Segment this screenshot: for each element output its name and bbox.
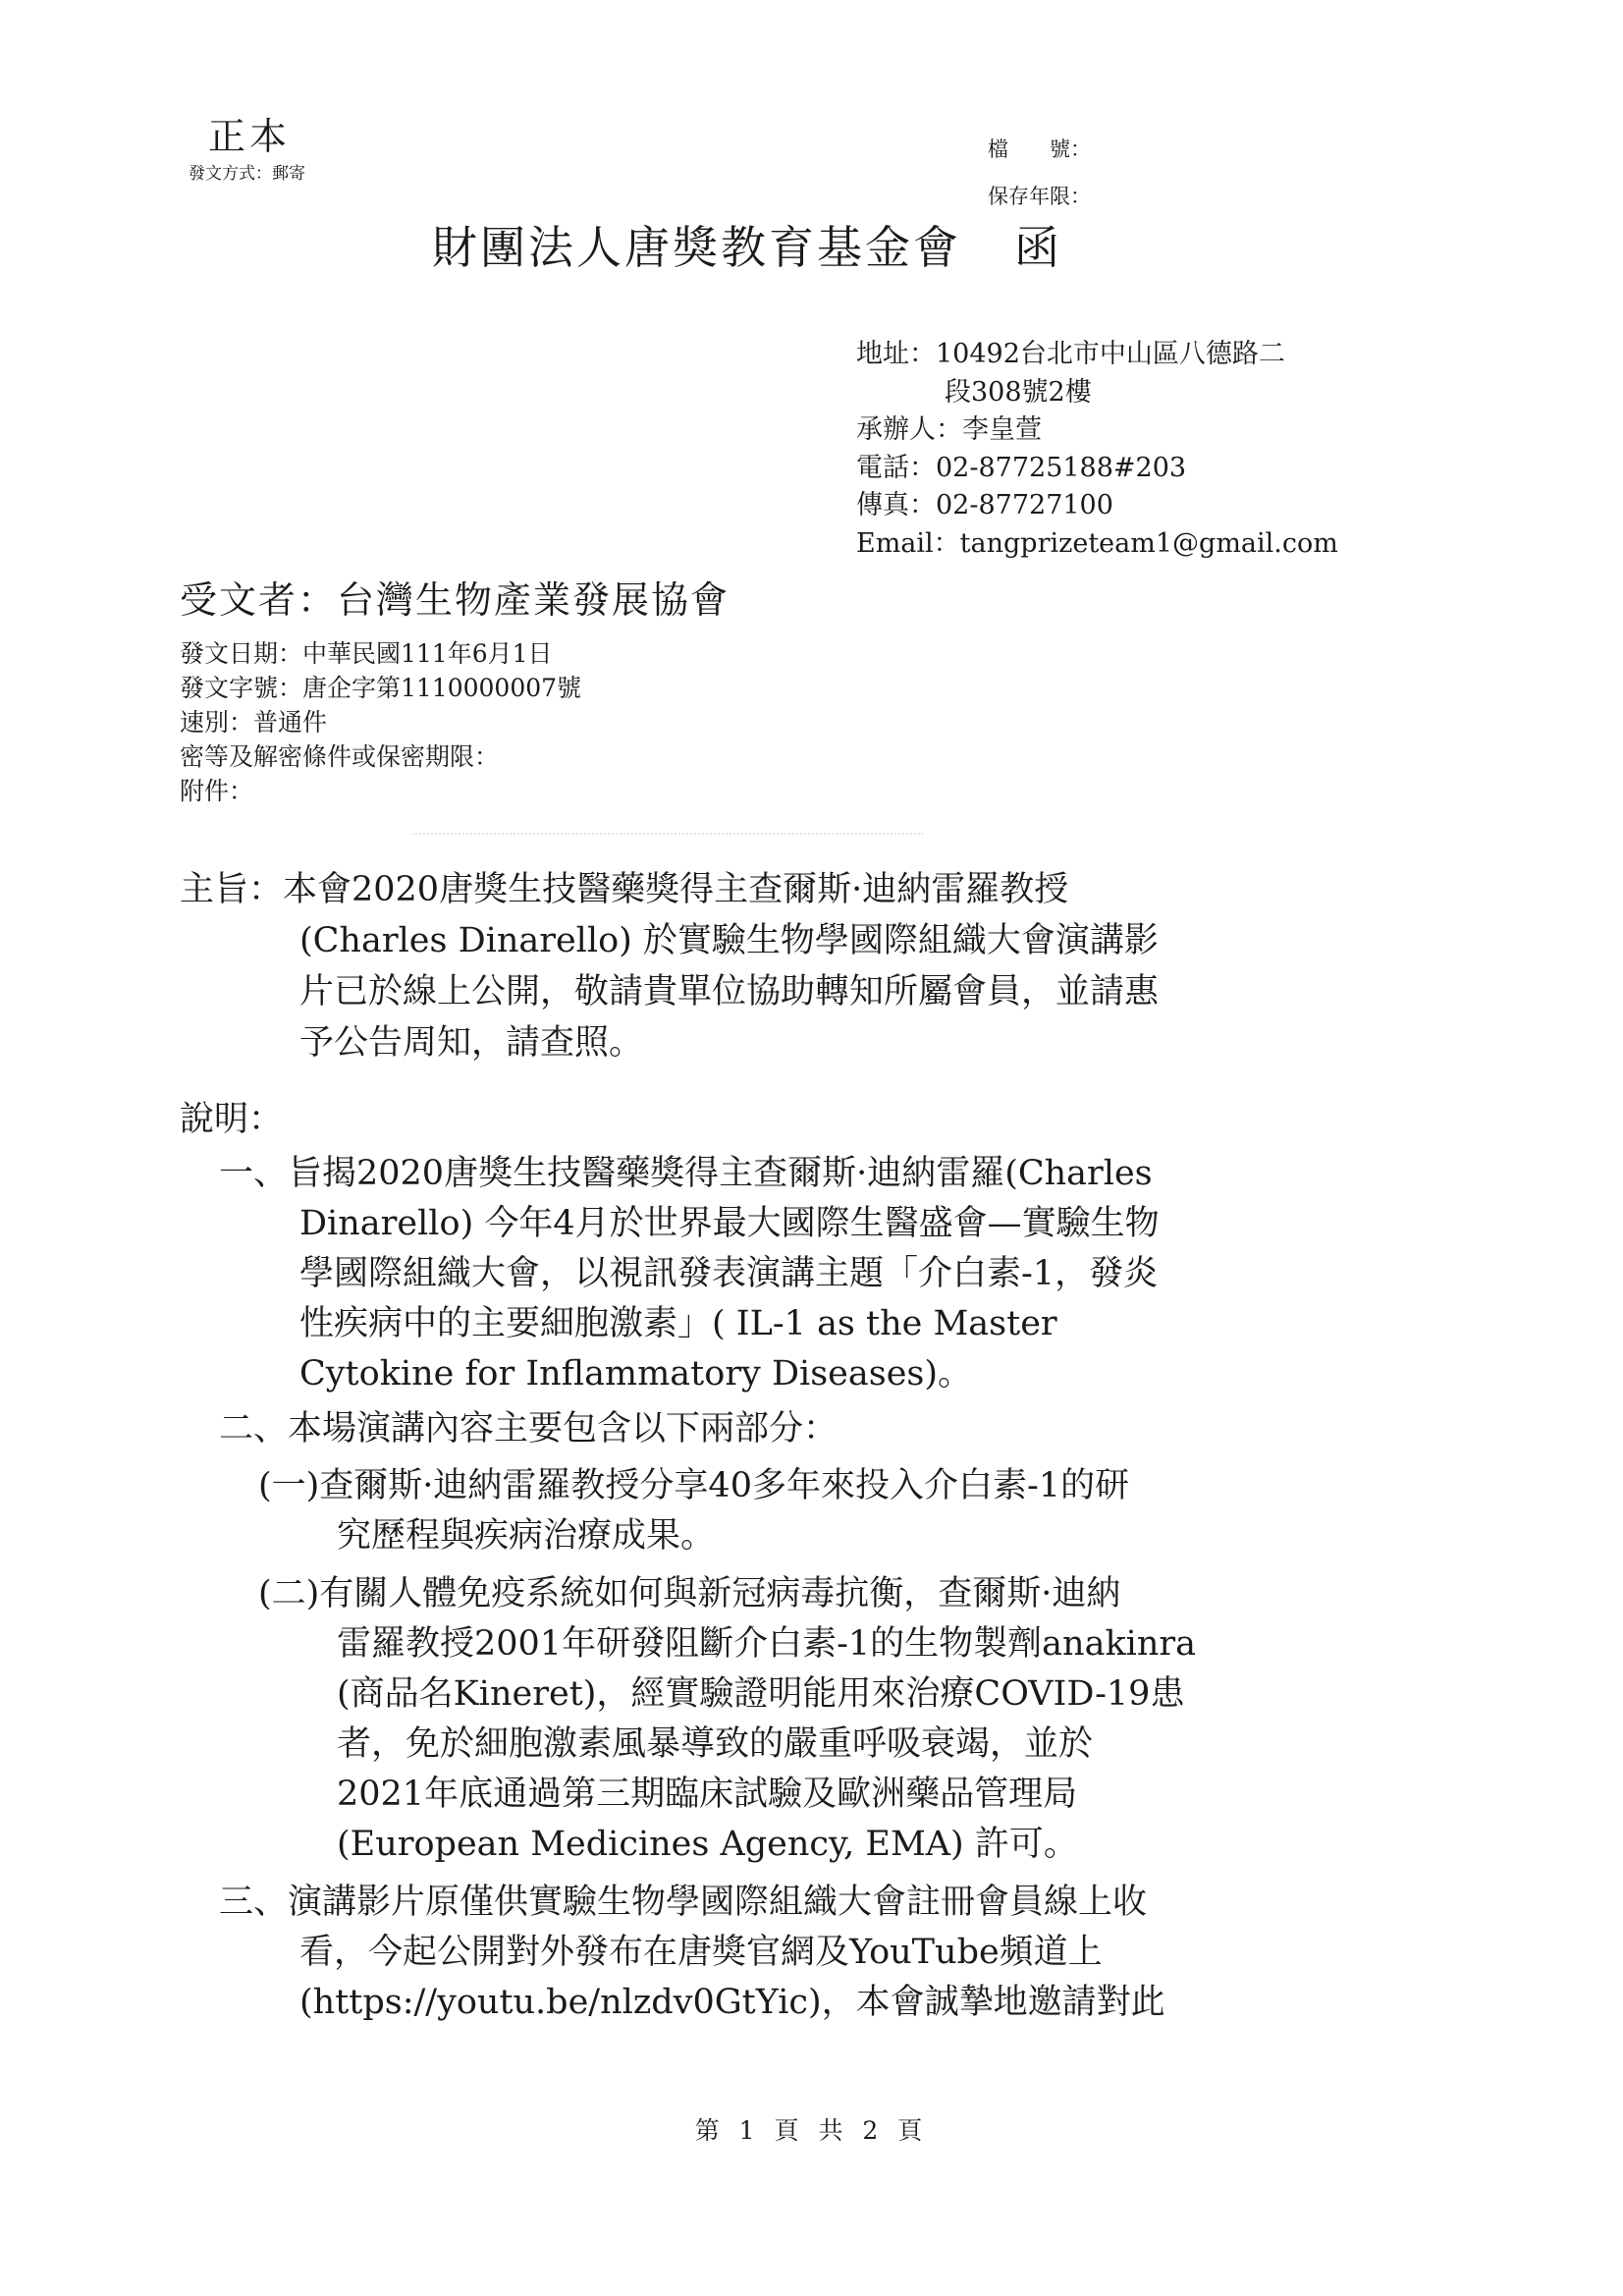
dispatch-method: 發文方式：郵寄 bbox=[189, 164, 305, 184]
document-type: 函 bbox=[1014, 221, 1062, 274]
document-meta bbox=[180, 636, 581, 808]
sender-phone: 電話：02-87725188#203 bbox=[856, 452, 1187, 483]
organization-name: 財團法人唐獎教育基金會 bbox=[432, 221, 961, 274]
sub-item-1-line: 究歷程與疾病治療成果。 bbox=[337, 1516, 716, 1556]
item-1-line: Cytokine for Inflammatory Diseases)。 bbox=[299, 1354, 973, 1394]
subject-section bbox=[180, 864, 1368, 1068]
sub-item-2-line: 者，免於細胞激素風暴導致的嚴重呼吸衰竭，並於 bbox=[337, 1724, 1094, 1764]
item-3-line: 看，今起公開對外發布在唐獎官網及YouTube頻道上 bbox=[299, 1933, 1103, 1972]
sender-email: Email：tangprizeteam1@gmail.com bbox=[856, 527, 1338, 559]
sub-item-1-line: (一)查爾斯·迪納雷羅教授分享40多年來投入介白素-1的研 bbox=[258, 1466, 1130, 1505]
item-1-line: 性疾病中的主要細胞激素」( IL-1 as the Master bbox=[299, 1304, 1057, 1343]
subject-line: (Charles Dinarello) 於實驗生物學國際組織大會演講影 bbox=[299, 921, 1159, 960]
item-3-line: 三、演講影片原僅供實驗生物學國際組織大會註冊會員線上收 bbox=[219, 1883, 1148, 1922]
confidentiality: 密等及解密條件或保密期限： bbox=[180, 742, 500, 771]
sender-handler: 承辦人：李皇萱 bbox=[856, 414, 1042, 445]
recipient: 受文者：台灣生物產業發展協會 bbox=[180, 578, 730, 622]
sender-info bbox=[856, 336, 1338, 563]
subject-line: 主旨：本會2020唐獎生技醫藥獎得主查爾斯·迪納雷羅教授 bbox=[180, 870, 1069, 909]
sender-fax: 傳真：02-87727100 bbox=[856, 490, 1113, 520]
item-1-line: 一、旨揭2020唐獎生技醫藥獎得主查爾斯·迪納雷羅(Charles bbox=[219, 1154, 1153, 1193]
item-1-line: Dinarello) 今年4月於世界最大國際生醫盛會—實驗生物 bbox=[299, 1204, 1160, 1243]
copy-label: 正本 bbox=[208, 115, 292, 158]
sub-item-2-line: (二)有關人體免疫系統如何與新冠病毒抗衡，查爾斯·迪納 bbox=[258, 1574, 1121, 1613]
sender-address-line1: 地址：10492台北市中山區八德路二 bbox=[856, 339, 1285, 369]
file-number: 檔 號： bbox=[988, 137, 1091, 161]
sub-item-2-line: 2021年底通過第三期臨床試驗及歐洲藥品管理局 bbox=[337, 1775, 1078, 1814]
item-2-line: 二、本場演講內容主要包含以下兩部分： bbox=[219, 1409, 839, 1449]
sub-item-2-line: (商品名Kineret)，經實驗證明能用來治療COVID-19患 bbox=[337, 1674, 1185, 1714]
sender-address-line2: 段308號2樓 bbox=[945, 376, 1092, 408]
page-number: 第 1 頁 共 2 頁 bbox=[694, 2116, 929, 2145]
document-number: 發文字號：唐企字第1110000007號 bbox=[180, 674, 582, 702]
sub-item-2-line: (European Medicines Agency, EMA) 許可。 bbox=[337, 1825, 1078, 1864]
subject-line: 片已於線上公開，敬請貴單位協助轉知所屬會員，並請惠 bbox=[299, 972, 1160, 1011]
retention-period: 保存年限： bbox=[988, 185, 1091, 208]
explanation-label: 說明： bbox=[180, 1100, 284, 1139]
scan-artifact bbox=[412, 833, 923, 848]
delivery-speed: 速別：普通件 bbox=[180, 708, 328, 737]
document-title bbox=[432, 212, 1062, 277]
sub-item-2-line: 雷羅教授2001年研發阻斷介白素-1的生物製劑anakinra bbox=[337, 1624, 1196, 1664]
item-3-line: (https://youtu.be/nlzdv0GtYic)，本會誠摯地邀請對此 bbox=[299, 1983, 1165, 2022]
issue-date: 發文日期：中華民國111年6月1日 bbox=[180, 639, 553, 668]
subject-line: 予公告周知，請查照。 bbox=[299, 1023, 644, 1063]
item-1-line: 學國際組織大會，以視訊發表演講主題「介白素-1，發炎 bbox=[299, 1254, 1159, 1293]
attachments: 附件： bbox=[180, 777, 254, 805]
